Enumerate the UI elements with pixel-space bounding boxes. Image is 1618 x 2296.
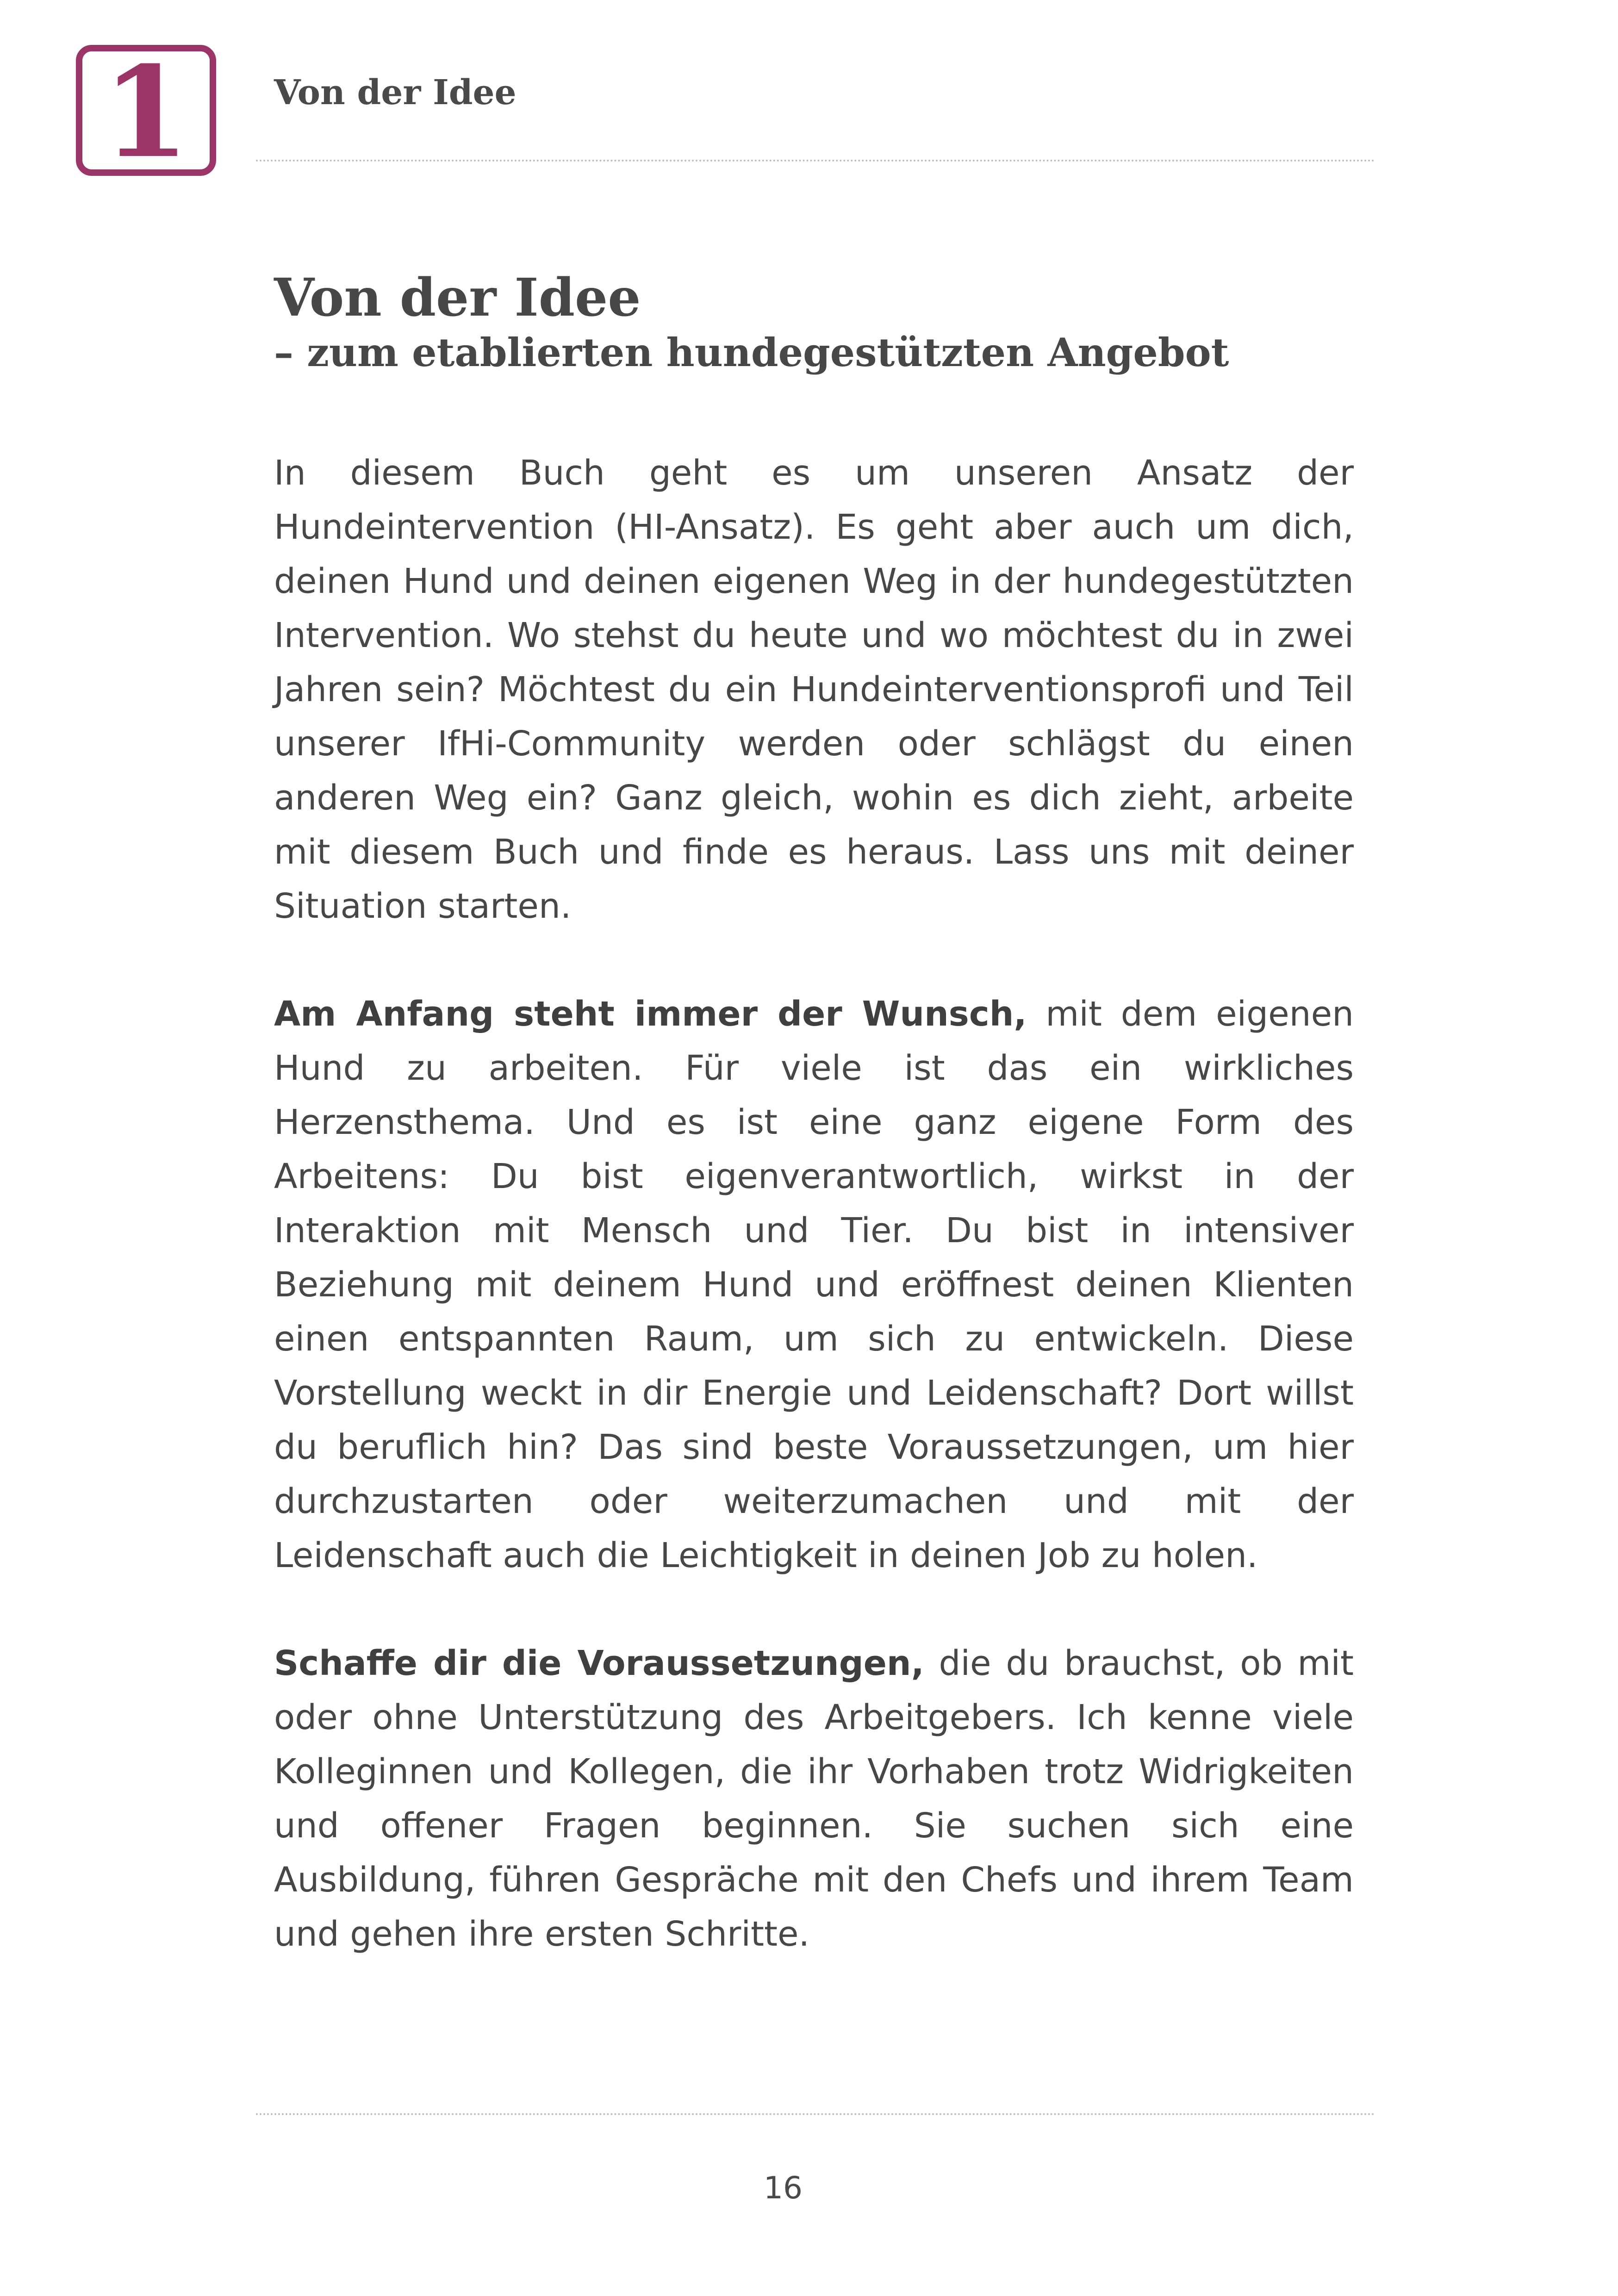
chapter-number: 1	[102, 38, 190, 186]
paragraph-requirements	[274, 1636, 1354, 1961]
paragraph-intro	[274, 446, 1354, 933]
paragraph-wish	[274, 987, 1354, 1583]
running-header-title: Von der Idee	[274, 73, 517, 112]
paragraph-requirements-lead: Schaffe dir die Voraussetzungen,	[274, 1643, 924, 1683]
page-title: Von der Idee	[274, 268, 641, 328]
footer-divider	[256, 2113, 1375, 2115]
paragraph-requirements-text: die du brauchst, ob mit oder ohne Unterstützung des Arbeitgebers. Ich kenne viele Kolleginnen und Kollegen, die ihr Vorhaben trotz Widrigkeiten und offener Fragen beginnen. Sie suchen sich eine Ausbildung, führen Gespräche mit den Chefs und ihrem Team und gehen ihre ersten Schritte.	[274, 1643, 1354, 1954]
paragraph-intro-text: In diesem Buch geht es um unseren Ansatz der Hundeintervention (HI-Ansatz). Es geht aber auch um dich, deinen Hund und deinen eigenen Weg in der hundegestützten Intervention. Wo stehst du heute und wo möchtest du in zwei Jahren sein? Möchtest du ein Hundeinterventionsprofi und Teil unserer IfHi-Community werden oder schlägst du einen anderen Weg ein? Ganz gleich, wohin es dich zieht, arbeite mit diesem Buch und finde es heraus. Lass uns mit deiner Situation starten.	[274, 453, 1354, 926]
paragraph-wish-text: mit dem eigenen Hund zu arbeiten. Für viele ist das ein wirkliches Herzensthema. Und es ist eine ganz eigene Form des Arbeitens: Du bist eigenverantwortlich, wirkst in der Interaktion mit Mensch und Tier. Du bist in intensiver Beziehung mit deinem Hund und eröffnest deinen Klienten einen entspannten Raum, um sich zu entwickeln. Diese Vorstellung weckt in dir Energie und Leidenschaft? Dort willst du beruflich hin? Das sind beste Voraussetzungen, um hier durchzustarten oder weiterzumachen und mit der Leidenschaft auch die Leichtigkeit in deinen Job zu holen.	[274, 994, 1354, 1575]
main-content	[274, 268, 1354, 2015]
page-subtitle: – zum etablierten hundegestützten Angebot	[274, 329, 1229, 375]
header-divider	[256, 160, 1375, 162]
chapter-number-badge	[76, 38, 216, 186]
body-text	[274, 446, 1354, 1961]
page-number: 16	[764, 2170, 803, 2206]
paragraph-wish-lead: Am Anfang steht immer der Wunsch,	[274, 994, 1027, 1034]
